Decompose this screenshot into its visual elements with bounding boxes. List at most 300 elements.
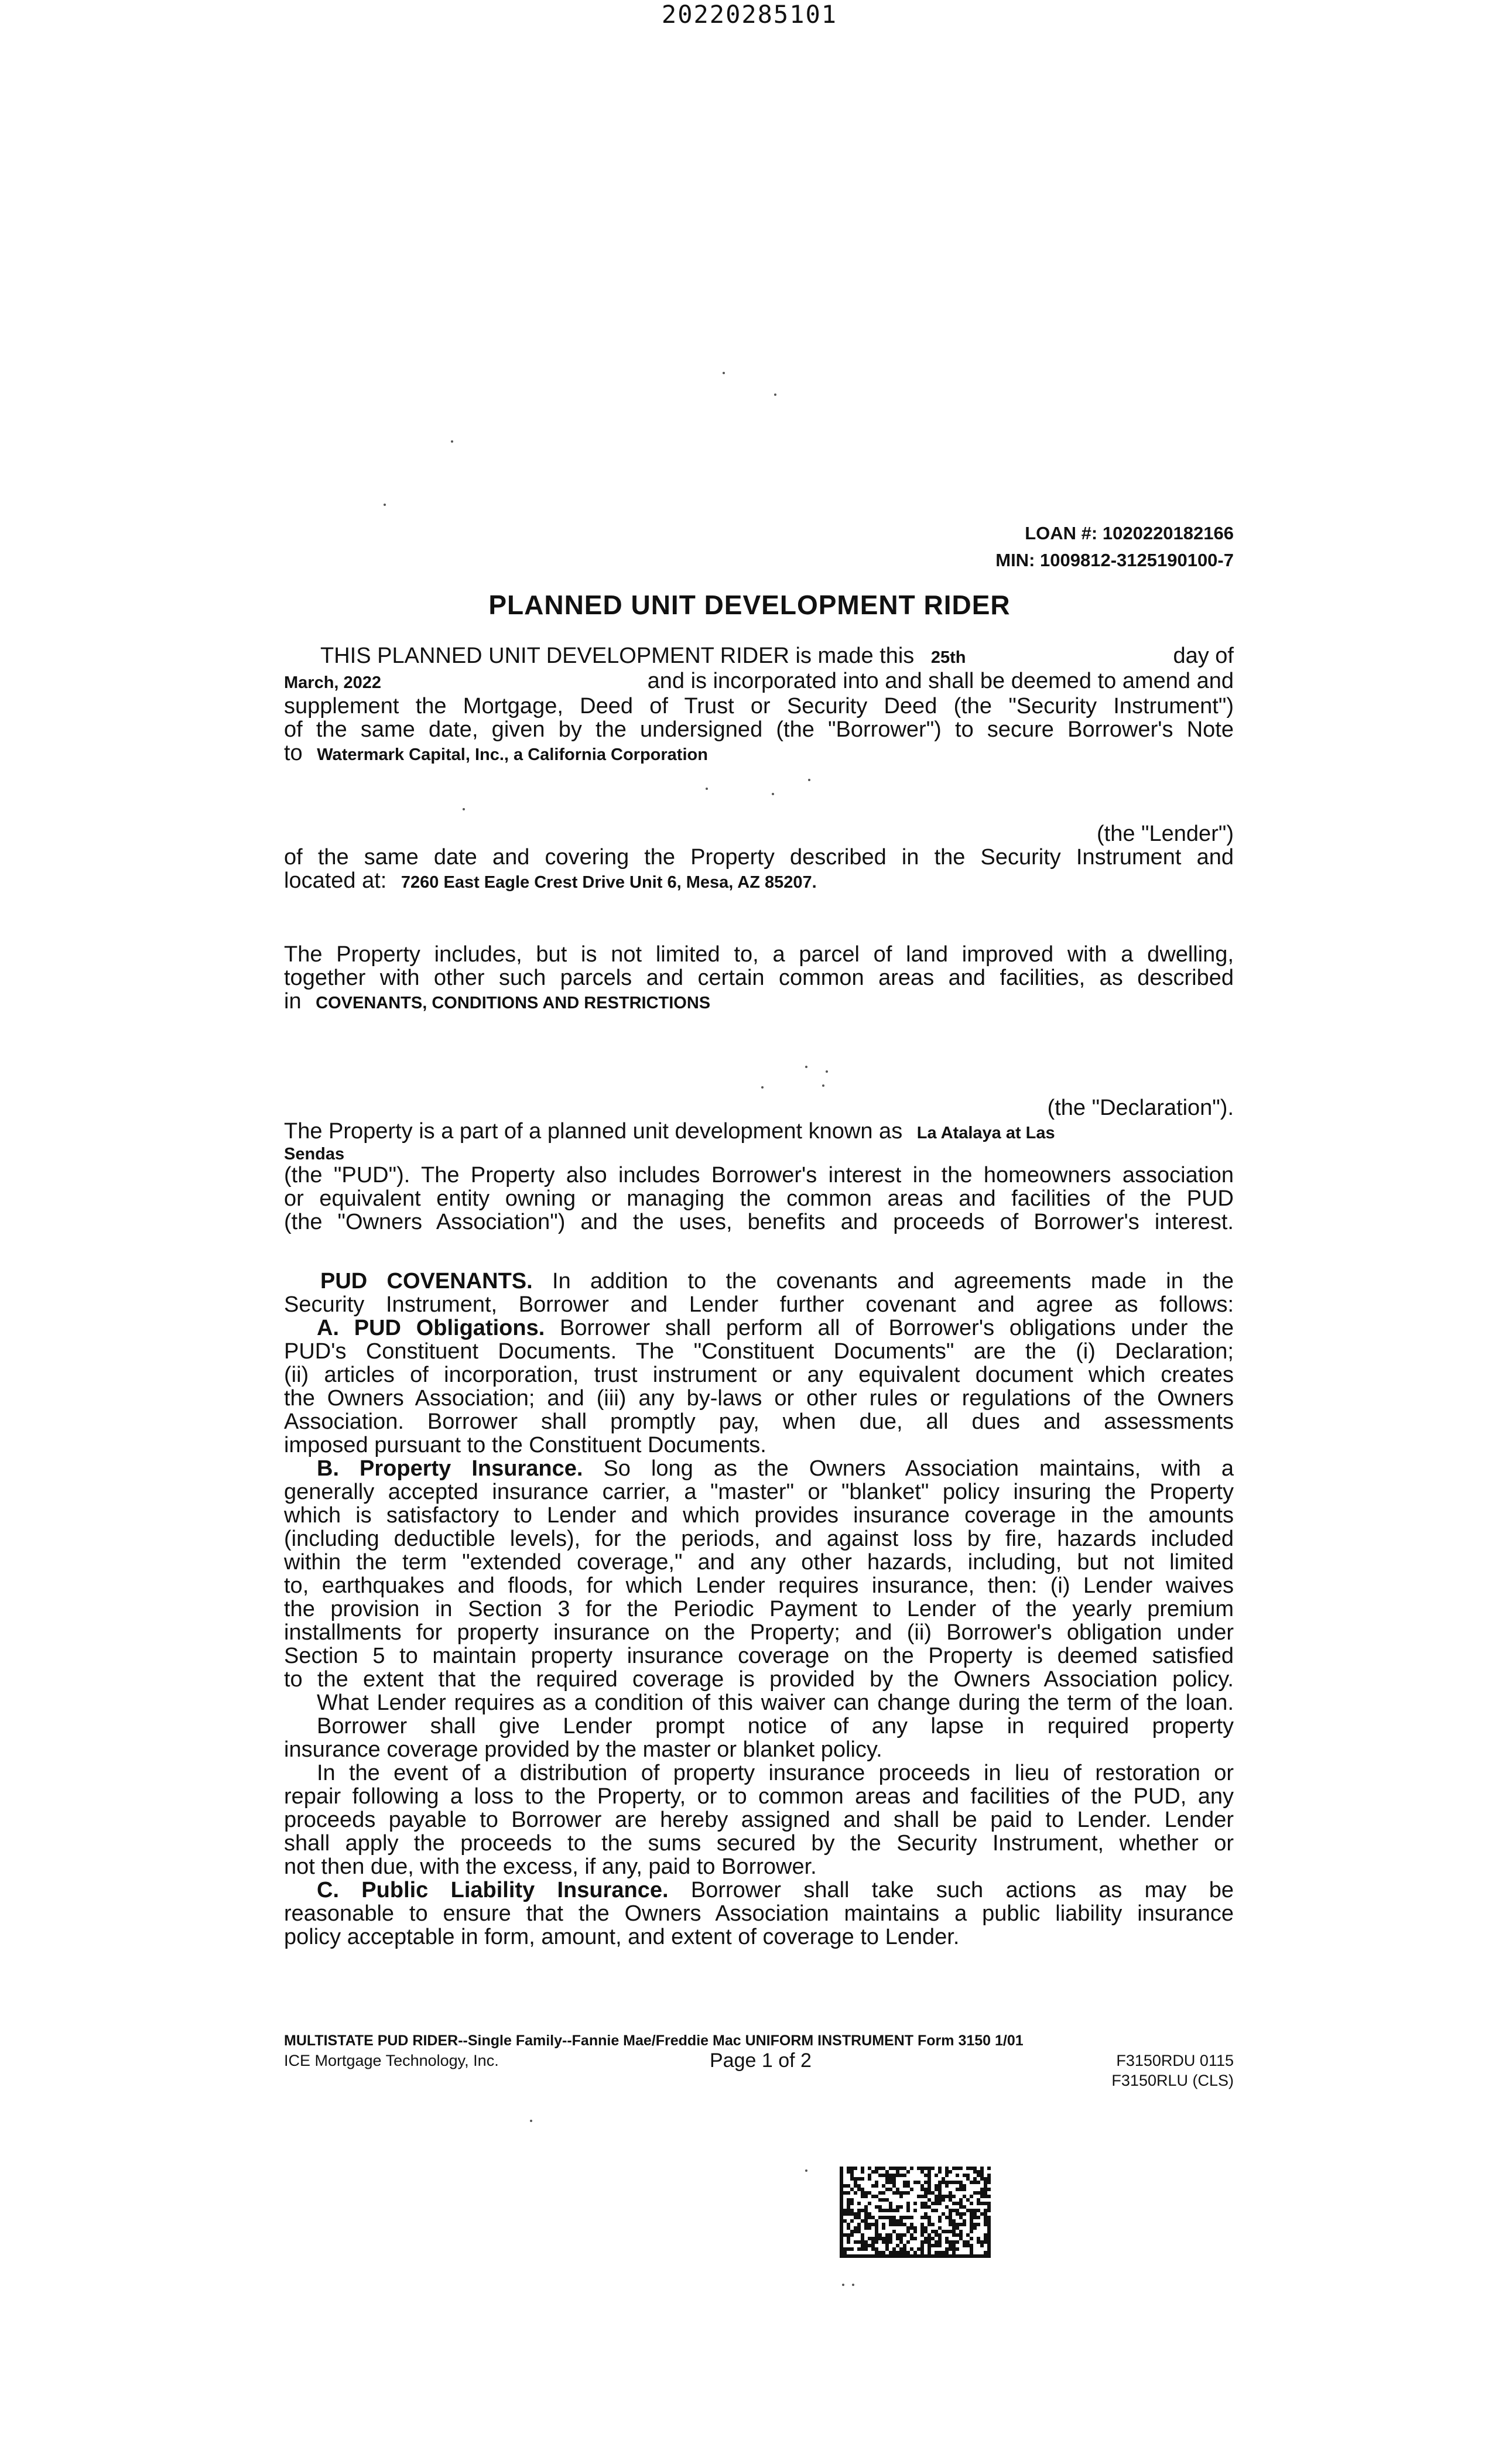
barcode-module [935,2202,938,2205]
barcode-module [928,2244,931,2247]
barcode-module [952,2230,956,2233]
barcode-module [987,2188,991,2191]
barcode-module [952,2254,956,2258]
barcode-module [984,2209,987,2212]
barcode-module [963,2212,966,2216]
barcode-module [871,2170,875,2174]
barcode-module [840,2170,843,2174]
barcode-module [970,2226,973,2230]
barcode-module [885,2237,889,2240]
barcode-module [857,2254,861,2258]
barcode-module [903,2247,906,2251]
barcode-module [920,2184,924,2188]
barcode-module [924,2212,928,2216]
barcode-module [959,2205,963,2209]
barcode-module [959,2230,963,2233]
barcode-module [903,2244,906,2247]
barcode-module [977,2202,980,2205]
barcode-module [885,2174,889,2177]
barcode-module [847,2184,850,2188]
barcode-module [956,2254,959,2258]
barcode-module [970,2219,973,2223]
barcode-module [977,2254,980,2258]
barcode-module [987,2195,991,2198]
date-field: March, 2022 [284,673,382,692]
barcode-module [973,2170,977,2174]
barcode-module [875,2251,878,2254]
barcode-module [889,2202,892,2205]
barcode-module [906,2216,910,2219]
barcode-module [899,2233,903,2237]
barcode-module [935,2251,938,2254]
barcode-module [868,2174,871,2177]
covenants-heading: PUD COVENANTS. [320,1269,533,1293]
barcode-module [984,2188,987,2191]
barcode-module [861,2254,864,2258]
barcode-module [977,2237,980,2240]
barcode-module [889,2209,892,2212]
barcode-module [875,2195,878,2198]
barcode-module [854,2177,857,2181]
barcode-module [959,2254,963,2258]
loan-number: LOAN #: 1020220182166 [1025,523,1234,543]
barcode-module [875,2170,878,2174]
barcode-module [970,2195,973,2198]
barcode-module [861,2188,864,2191]
barcode-module [857,2247,861,2251]
barcode-module [889,2237,892,2240]
barcode-module [840,2237,843,2240]
barcode-module [956,2202,959,2205]
barcode-module [980,2240,984,2244]
barcode-module [924,2188,928,2191]
barcode-module [882,2198,885,2202]
barcode-module [945,2174,949,2177]
barcode-module [878,2167,882,2170]
barcode-module [970,2181,973,2184]
barcode-module [864,2244,868,2247]
barcode-module [959,2212,963,2216]
barcode-module [840,2251,843,2254]
barcode-module [984,2191,987,2195]
barcode-module [906,2230,910,2233]
barcode-module [984,2240,987,2244]
barcode-module [924,2240,928,2244]
barcode-module [973,2223,977,2226]
page-number: Page 1 of 2 [710,2049,812,2072]
barcode-module [910,2216,913,2219]
barcode-module [910,2233,913,2237]
barcode-module [920,2205,924,2209]
barcode-module [935,2184,938,2188]
barcode-module [917,2254,920,2258]
barcode-module [885,2181,889,2184]
barcode-module [924,2254,928,2258]
barcode-module [980,2202,984,2205]
barcode-module [952,2167,956,2170]
barcode-module [931,2209,935,2212]
barcode-module [847,2233,850,2237]
barcode-module [906,2240,910,2244]
barcode-module [850,2254,854,2258]
barcode-module [966,2167,970,2170]
barcode-module [903,2233,906,2237]
barcode-module [906,2184,910,2188]
barcode-module [949,2212,952,2216]
barcode-module [966,2240,970,2244]
barcode-module [949,2181,952,2184]
barcode-module [980,2174,984,2177]
barcode-module [861,2177,864,2181]
barcode-module [864,2240,868,2244]
barcode-module [920,2223,924,2226]
barcode-module [843,2184,847,2188]
barcode-module [889,2240,892,2244]
barcode-module [959,2233,963,2237]
barcode-module [928,2240,931,2244]
barcode-module [840,2188,843,2191]
barcode-module [945,2247,949,2251]
barcode-module [864,2195,868,2198]
barcode-module [920,2244,924,2247]
barcode-module [910,2247,913,2251]
scan-speck [808,779,810,781]
barcode-module [885,2198,889,2202]
barcode-module [882,2223,885,2226]
barcode-module [938,2184,942,2188]
barcode-module [864,2219,868,2223]
barcode-module [896,2167,899,2170]
barcode-module [917,2195,920,2198]
barcode-module [928,2254,931,2258]
barcode-module [970,2202,973,2205]
barcode-module [917,2167,920,2170]
barcode-module [882,2167,885,2170]
barcode-module [973,2212,977,2216]
barcode-module [864,2205,868,2209]
barcode-module [885,2233,889,2237]
barcode-module [899,2240,903,2244]
barcode-module [920,2195,924,2198]
barcode-module [935,2195,938,2198]
barcode-module [987,2230,991,2233]
barcode-module [871,2247,875,2251]
barcode-module [892,2191,896,2195]
barcode-module [864,2254,868,2258]
barcode-module [973,2216,977,2219]
barcode-module [963,2219,966,2223]
barcode-module [931,2237,935,2240]
barcode-module [924,2205,928,2209]
barcode-module [949,2254,952,2258]
barcode-module [970,2247,973,2251]
barcode-module [843,2191,847,2195]
barcode-module [987,2219,991,2223]
barcode-module [892,2230,896,2233]
barcode-module [847,2223,850,2226]
barcode-module [903,2167,906,2170]
barcode-module [931,2167,935,2170]
barcode-module [938,2167,942,2170]
barcode-module [956,2223,959,2226]
barcode-module [889,2174,892,2177]
min-number: MIN: 1009812-3125190100-7 [995,550,1234,570]
barcode-module [840,2202,843,2205]
barcode-module [864,2212,868,2216]
barcode-module [949,2191,952,2195]
barcode-module [892,2184,896,2188]
barcode-module [878,2174,882,2177]
barcode-module [931,2223,935,2226]
barcode-module [871,2216,875,2219]
barcode-module [899,2205,903,2209]
barcode-module [924,2181,928,2184]
barcode-module [966,2174,970,2177]
barcode-module [840,2205,843,2209]
barcode-module [963,2205,966,2209]
barcode-module [938,2237,942,2240]
barcode-module [899,2167,903,2170]
barcode-module [963,2184,966,2188]
barcode-module [959,2167,963,2170]
barcode-module [963,2244,966,2247]
barcode-module [910,2254,913,2258]
section-b: B. Property Insurance. So long as the Owners Association maintains, with a [317,1456,1234,1481]
barcode-module [935,2174,938,2177]
barcode-module [984,2212,987,2216]
barcode-module [928,2174,931,2177]
barcode-module [931,2254,935,2258]
barcode-module [945,2167,949,2170]
barcode-module [949,2198,952,2202]
barcode-module [977,2170,980,2174]
barcode-module [903,2184,906,2188]
barcode-module [854,2191,857,2195]
barcode-module [875,2219,878,2223]
barcode-module [980,2244,984,2247]
barcode-module [889,2216,892,2219]
barcode-module [938,2195,942,2198]
barcode-module [896,2191,899,2195]
barcode-module [878,2251,882,2254]
barcode-module [952,2247,956,2251]
barcode-module [882,2237,885,2240]
barcode-module [931,2230,935,2233]
barcode-module [963,2188,966,2191]
barcode-module [987,2216,991,2219]
barcode-module [920,2188,924,2191]
barcode-module [913,2237,917,2240]
barcode-module [984,2202,987,2205]
barcode-module [843,2233,847,2237]
barcode-module [987,2237,991,2240]
barcode-module [977,2191,980,2195]
barcode-module [843,2212,847,2216]
barcode-module [970,2251,973,2254]
barcode-module [949,2209,952,2212]
barcode-module [928,2198,931,2202]
barcode-module [892,2216,896,2219]
page-title: PLANNED UNIT DEVELOPMENT RIDER [488,590,1011,620]
barcode-module [973,2191,977,2195]
barcode-module [878,2237,882,2240]
barcode-module [984,2254,987,2258]
barcode-module [903,2216,906,2219]
barcode-module [885,2247,889,2251]
barcode-module [840,2254,843,2258]
barcode-module [885,2216,889,2219]
barcode-module [928,2237,931,2240]
barcode-module [959,2198,963,2202]
barcode-module [973,2209,977,2212]
barcode-module [896,2209,899,2212]
scan-speck [852,2284,854,2286]
barcode-module [949,2223,952,2226]
barcode-module [913,2226,917,2230]
barcode-module [857,2184,861,2188]
barcode-module [910,2237,913,2240]
barcode-module [945,2181,949,2184]
barcode-module [956,2174,959,2177]
barcode-module [861,2170,864,2174]
barcode-module [892,2247,896,2251]
barcode-module [882,2209,885,2212]
barcode-module [970,2230,973,2233]
barcode-module [857,2216,861,2219]
barcode-module [942,2198,945,2202]
barcode-module [840,2223,843,2226]
barcode-module [938,2198,942,2202]
barcode-module [949,2244,952,2247]
barcode-module [906,2202,910,2205]
barcode-module [840,2198,843,2202]
barcode-module [899,2251,903,2254]
barcode-module [987,2247,991,2251]
barcode-module [970,2237,973,2240]
barcode-module [857,2226,861,2230]
barcode-module [973,2167,977,2170]
intro-paragraph: THIS PLANNED UNIT DEVELOPMENT RIDER is made this 25th day of March, 2022 and is incorporated into and shall be deemed to amend and supplement the Mortgage, Deed of Trust or Security Deed (the "Security Instrument") of the same date, given by the undersigned (the "Borrower") to secure Borrower's Note to Watermark Capital, Inc., a California Corporation [284,644,1234,765]
barcode-module [840,2240,843,2244]
barcode-module [864,2216,868,2219]
barcode-module [892,2174,896,2177]
barcode-module [977,2181,980,2184]
barcode-module [942,2254,945,2258]
barcode-module [840,2216,843,2219]
barcode-module [924,2167,928,2170]
barcode-module [857,2230,861,2233]
barcode-module [875,2254,878,2258]
barcode-module [924,2174,928,2177]
barcode-module [889,2205,892,2209]
barcode-module [938,2181,942,2184]
barcode-module [987,2254,991,2258]
barcode-module [854,2184,857,2188]
barcode-module [920,2170,924,2174]
barcode-module [984,2216,987,2219]
barcode-module [892,2219,896,2223]
barcode-module [963,2223,966,2226]
barcode-module [910,2226,913,2230]
barcode-module [910,2188,913,2191]
barcode-module [906,2209,910,2212]
barcode-module [924,2216,928,2219]
barcode-module [977,2174,980,2177]
barcode-module [928,2223,931,2226]
barcode-module [952,2209,956,2212]
barcode-module [903,2191,906,2195]
barcode-module [854,2167,857,2170]
barcode-module [896,2205,899,2209]
pud-paragraph: (the "Declaration"). The Property is a part of a planned unit development known as La Atalaya at Las Sendas (the "PUD"). The Property also includes Borrower's interest in the homeowners association or equivalent entity owning or managing the common areas and facilities of the PUD (the "Owners Association") and the uses, benefits and proceeds of Borrower's interest. [284,1096,1234,1234]
barcode-module [945,2254,949,2258]
barcode-module [920,2167,924,2170]
barcode-module [928,2191,931,2195]
barcode-module [854,2181,857,2184]
barcode-module [980,2254,984,2258]
barcode-module [956,2226,959,2230]
barcode-module [984,2223,987,2226]
barcode-icon [840,2167,993,2260]
barcode-module [847,2202,850,2205]
barcode-module [868,2244,871,2247]
barcode-module [871,2223,875,2226]
section-c: C. Public Liability Insurance. Borrower shall take such actions as may be [317,1878,1234,1902]
barcode-module [913,2209,917,2212]
barcode-module [896,2219,899,2223]
barcode-module [850,2170,854,2174]
barcode-module [977,2223,980,2226]
barcode-module [987,2174,991,2177]
barcode-module [970,2254,973,2258]
barcode-module [949,2219,952,2223]
barcode-module [984,2251,987,2254]
barcode-module [882,2254,885,2258]
barcode-module [984,2233,987,2237]
lender-label-block: (the "Lender") of the same date and covering the Property described in the Security Instrument and located at: 7260 East Eagle Crest Drive Unit 6, Mesa, AZ 85207. [284,822,1234,893]
barcode-module [956,2240,959,2244]
scan-speck [451,440,453,443]
barcode-module [857,2188,861,2191]
barcode-module [847,2191,850,2195]
barcode-module [970,2212,973,2216]
barcode-module [864,2209,868,2212]
barcode-module [899,2247,903,2251]
barcode-module [945,2195,949,2198]
barcode-module [963,2240,966,2244]
barcode-module [952,2195,956,2198]
barcode-module [850,2174,854,2177]
barcode-module [984,2184,987,2188]
barcode-module [885,2177,889,2181]
barcode-module [840,2174,843,2177]
barcode-module [868,2167,871,2170]
barcode-module [949,2240,952,2244]
barcode-module [840,2181,843,2184]
barcode-module [973,2254,977,2258]
barcode-module [987,2202,991,2205]
barcode-module [952,2226,956,2230]
barcode-module [959,2202,963,2205]
barcode-module [906,2191,910,2195]
barcode-module [889,2254,892,2258]
barcode-module [935,2233,938,2237]
barcode-module [984,2181,987,2184]
barcode-module [875,2240,878,2244]
barcode-module [871,2254,875,2258]
barcode-module [980,2188,984,2191]
scan-speck [761,1086,764,1089]
